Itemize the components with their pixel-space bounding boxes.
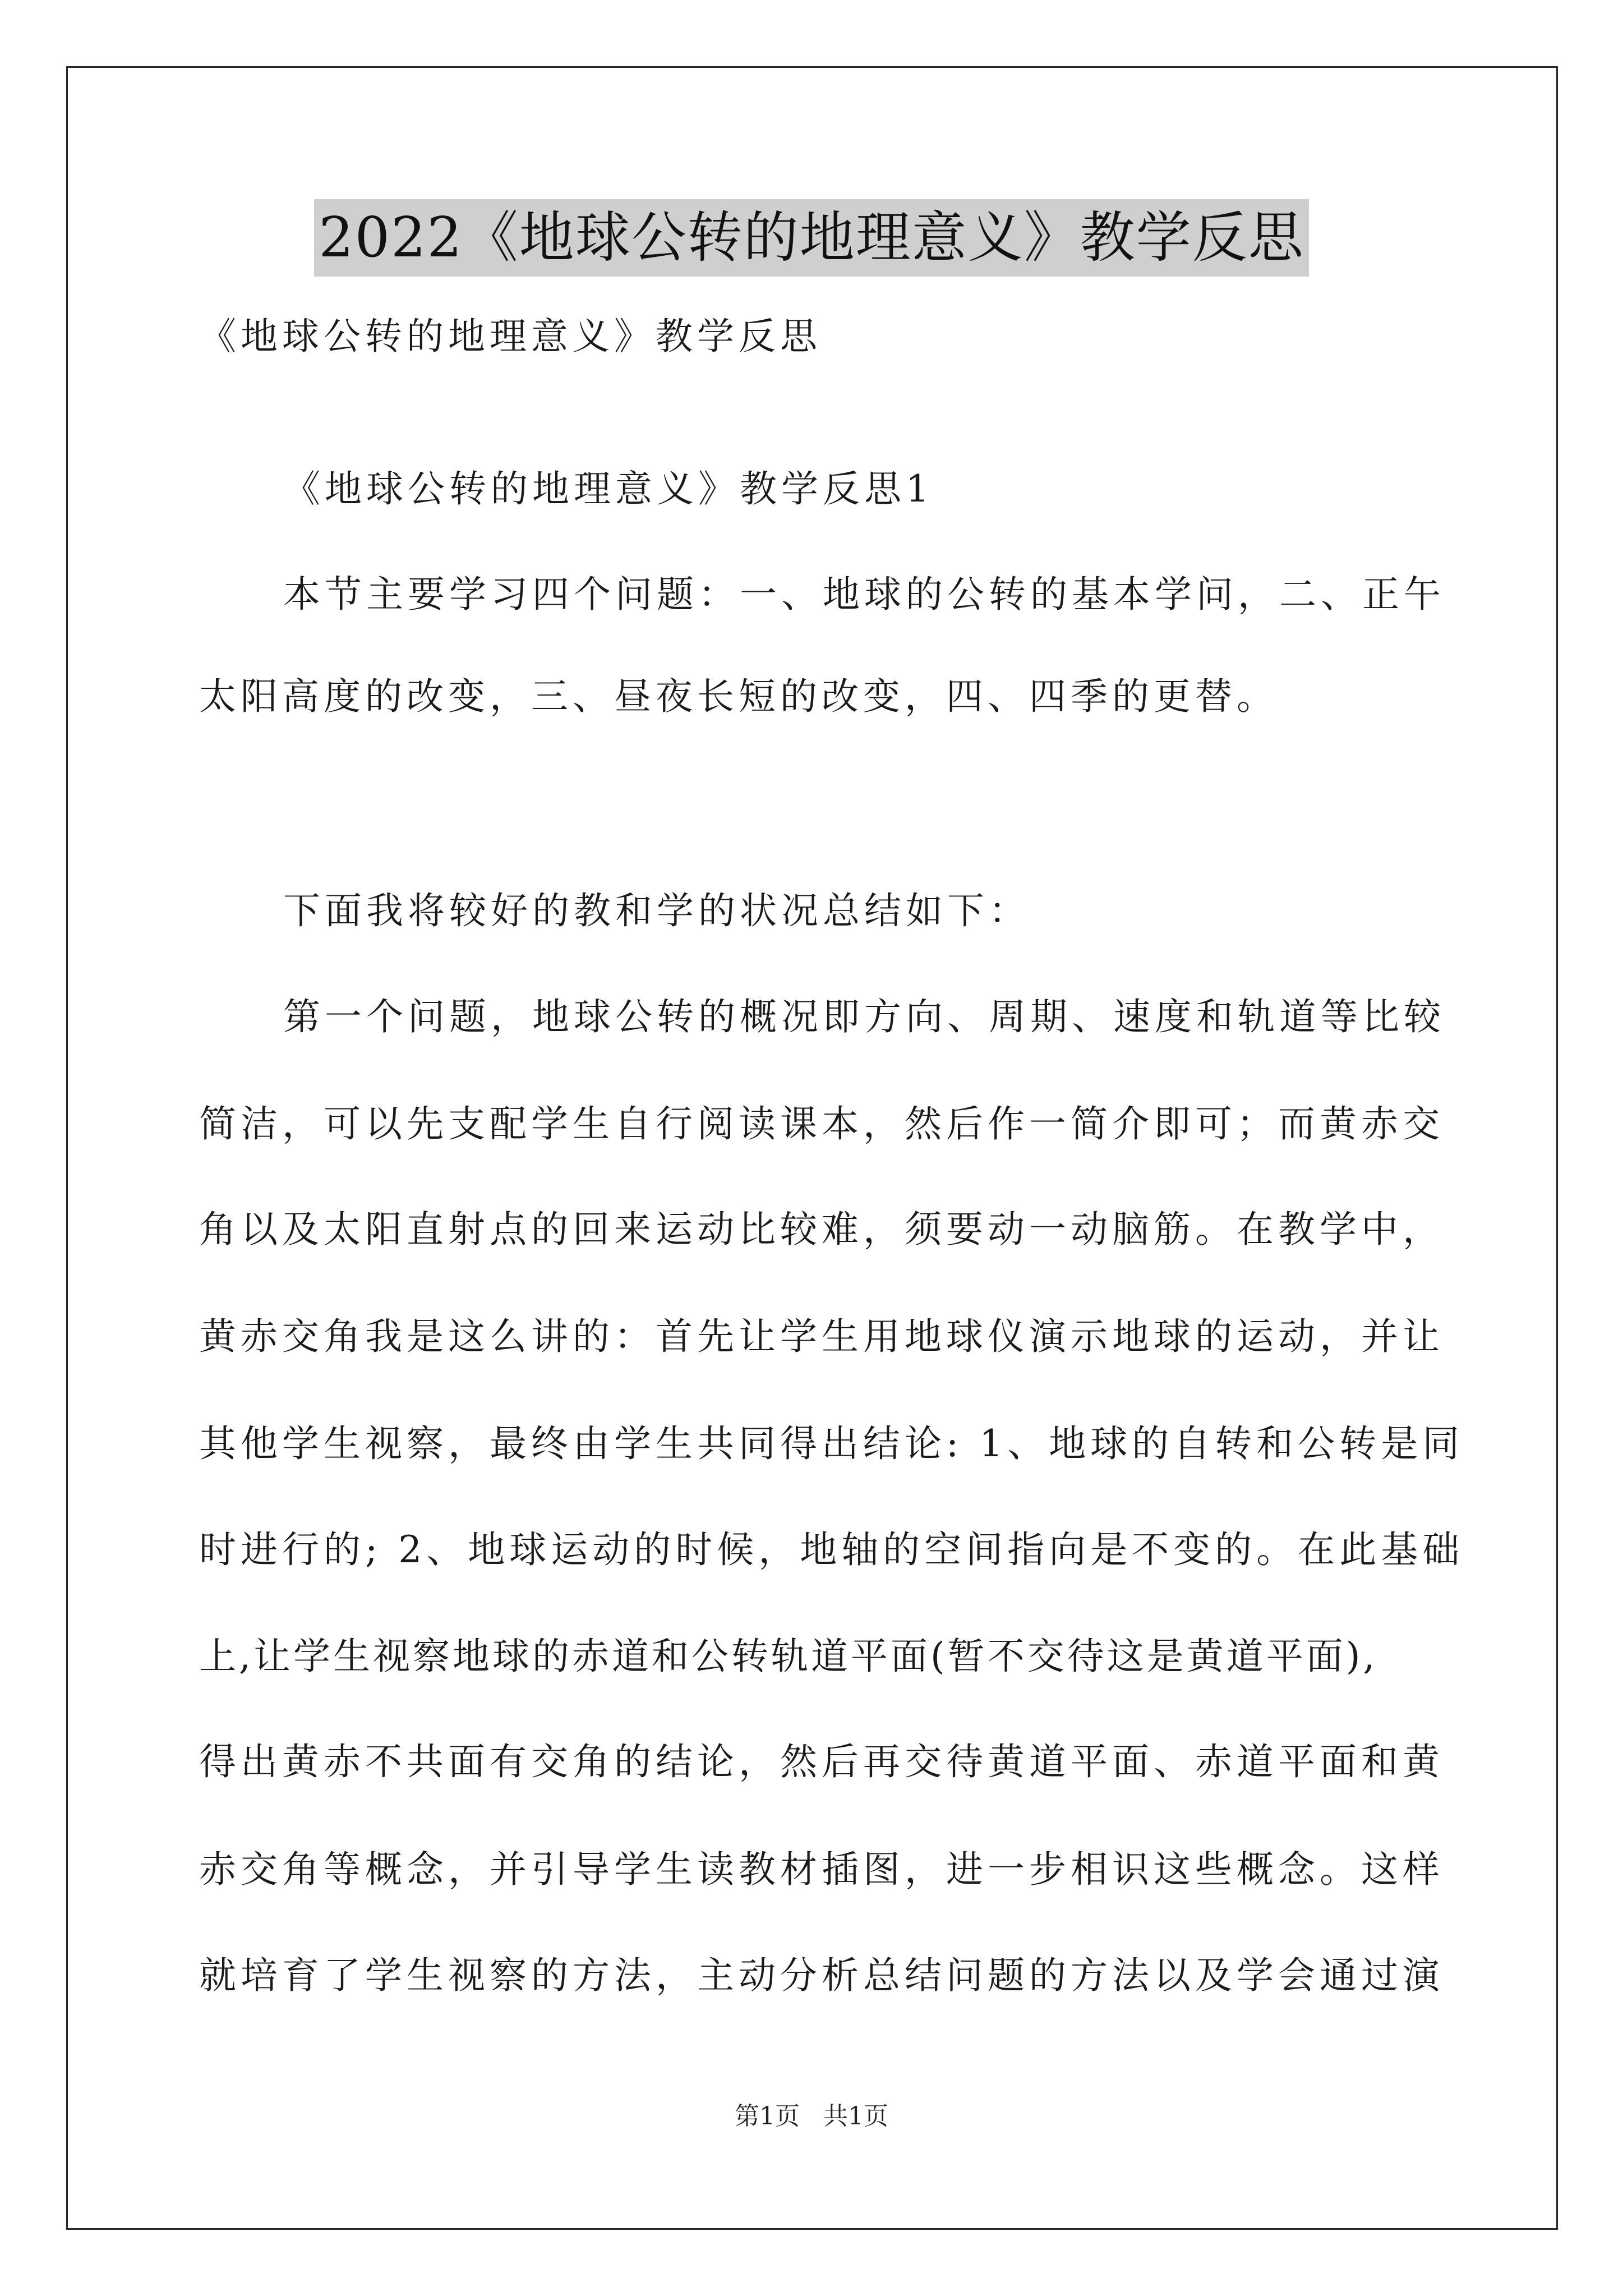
paragraph-line: 太阳高度的改变，三、昼夜长短的改变，四、四季的更替。 (199, 675, 1278, 718)
page-border (66, 66, 1558, 2230)
paragraph-line: 下面我将较好的教和学的状况总结如下： (283, 889, 1030, 932)
paragraph-line: 角以及太阳直射点的回来运动比较难，须要动一动脑筋。在教学中， (199, 1208, 1444, 1251)
paragraph-line: 得出黄赤不共面有交角的结论，然后再交待黄道平面、赤道平面和黄 (199, 1740, 1444, 1783)
paragraph-line: 简洁，可以先支配学生自行阅读课本，然后作一简介即可；而黄赤交 (199, 1102, 1444, 1145)
paragraph-line: 上,让学生视察地球的赤道和公转轨道平面(暂不交待这是黄道平面), (199, 1635, 1378, 1678)
title-container (0, 199, 1623, 277)
page-number-footer: 第1页 共1页 (735, 2102, 888, 2131)
paragraph-line: 第一个问题，地球公转的概况即方向、周期、速度和轨道等比较 (283, 995, 1445, 1038)
paragraph-line: 黄赤交角我是这么讲的：首先让学生用地球仪演示地球的运动，并让 (199, 1315, 1444, 1358)
subtitle-line: 《地球公转的地理意义》教学反思 (199, 315, 822, 358)
paragraph-line: 本节主要学习四个问题：一、地球的公转的基本学问，二、正午 (283, 573, 1445, 616)
paragraph-line: 时进行的; 2、地球运动的时候，地轴的空间指向是不变的。在此基础 (199, 1528, 1464, 1571)
paragraph-line: 赤交角等概念，并引导学生读教材插图，进一步相识这些概念。这样 (199, 1848, 1444, 1891)
document-title: 2022《地球公转的地理意义》教学反思 (314, 199, 1308, 277)
section-heading: 《地球公转的地理意义》教学反思1 (283, 467, 934, 510)
paragraph-line: 其他学生视察，最终由学生共同得出结论: 1、地球的自转和公转是同 (199, 1422, 1464, 1465)
paragraph-line: 就培育了学生视察的方法，主动分析总结问题的方法以及学会通过演 (199, 1954, 1444, 1997)
